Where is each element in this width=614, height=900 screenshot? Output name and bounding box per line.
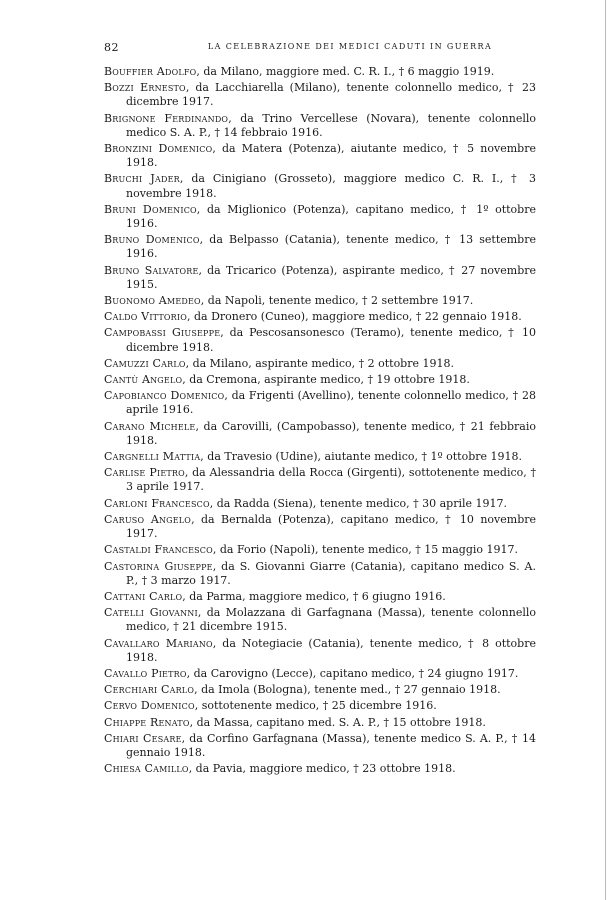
list-item (104, 590, 536, 604)
list-item (104, 326, 536, 354)
entry-text: , da Tricarico (Potenza), aspirante medico, † 27 novembre 1915. (126, 263, 537, 291)
entry-text: , da Massa, capitano med. S. A. P., † 15 ottobre 1918. (189, 715, 486, 729)
entry-name: Bruno Domenico (104, 233, 200, 247)
entry-name: Carano Michele (104, 419, 196, 433)
list-item (104, 716, 536, 730)
entry-name: Chiari Cesare (104, 731, 182, 745)
list-item (104, 543, 536, 557)
entry-name: Cavallaro Mariano (104, 636, 213, 650)
list-item (104, 420, 536, 448)
list-item (104, 497, 536, 511)
entry-list (104, 65, 536, 778)
entry-name: Bruni Domenico (104, 202, 197, 216)
list-item (104, 667, 536, 681)
entry-name: Cantù Angelo (104, 373, 183, 387)
entry-text: , sottotenente medico, † 25 dicembre 1916. (194, 699, 437, 713)
entry-text: , da Bernalda (Potenza), capitano medico, † 10 novembre 1917. (126, 512, 537, 541)
entry-name: Bruno Salvatore (104, 263, 199, 277)
entry-name: Bouffier Adolfo (104, 65, 197, 78)
list-item (104, 81, 536, 109)
list-item (104, 389, 536, 417)
entry-text: , da Milano, maggiore med. C. R. I., † 6 maggio 1919. (196, 65, 495, 78)
entry-name: Cervo Domenico (104, 699, 195, 713)
list-item (104, 310, 536, 324)
entry-text: , da Forio (Napoli), tenente medico, † 15 maggio 1917. (212, 543, 518, 557)
entry-text: , da Pavia, maggiore medico, † 23 ottobre 1918. (188, 762, 456, 776)
entry-text: , da Napoli, tenente medico, † 2 settembre 1917. (200, 294, 474, 308)
entry-name: Caruso Angelo (104, 512, 192, 526)
list-item (104, 450, 536, 464)
list-item (104, 513, 536, 541)
list-item (104, 172, 536, 200)
entry-text: , da S. Giovanni Giarre (Catania), capitano medico S. A. P., † 3 marzo 1917. (126, 559, 536, 587)
entry-text: , da Molazzana di Garfagnana (Massa), tenente colonnello medico, † 21 dicembre 1915. (126, 606, 537, 634)
entry-text: , da Radda (Siena), tenente medico, † 30 aprile 1917. (209, 496, 507, 510)
list-item (104, 357, 536, 371)
list-item (104, 560, 536, 588)
list-item (104, 606, 536, 634)
entry-name: Bruchi Jader (104, 172, 180, 186)
entry-name: Chiappe Renato (104, 715, 190, 729)
entry-name: Camuzzi Carlo (104, 356, 186, 370)
entry-name: Cattani Carlo (104, 589, 183, 603)
entry-text: , da Frigenti (Avellino), tenente colonnello medico, † 28 aprile 1916. (126, 389, 536, 417)
entry-text: , da Cinigiano (Grosseto), maggiore medico C. R. I., † 3 novembre 1918. (126, 172, 537, 200)
entry-text: , da Trino Vercellese (Novara), tenente colonnello medico S. A. P., † 14 febbraio 1916. (126, 111, 536, 139)
entry-name: Cavallo Pietro (104, 666, 187, 680)
list-item (104, 637, 536, 665)
entry-name: Castorina Giuseppe (104, 559, 213, 573)
entry-name: Carloni Francesco (104, 496, 210, 510)
entry-text: , da Carovigno (Lecce), capitano medico, † 24 giugno 1917. (186, 666, 519, 680)
list-item (104, 112, 536, 140)
entry-name: Campobassi Giuseppe (104, 326, 221, 340)
list-item (104, 294, 536, 308)
entry-text: , da Miglionico (Potenza), capitano medico, † 1º ottobre 1916. (126, 202, 536, 231)
entry-name: Brignone Ferdinando (104, 111, 229, 125)
entry-name: Catelli Giovanni (104, 606, 198, 620)
entry-text: , da Milano, aspirante medico, † 2 ottobre 1918. (185, 356, 454, 370)
list-item (104, 233, 536, 261)
list-item (104, 203, 536, 231)
entry-text: , da Pescosansonesco (Teramo), tenente medico, † 10 dicembre 1918. (126, 326, 536, 354)
entry-name: Cerchiari Carlo (104, 683, 195, 697)
entry-name: Cargnelli Mattia (104, 450, 201, 464)
entry-name: Bozzi Ernesto (104, 81, 186, 95)
page-number: 82 (104, 41, 119, 54)
list-item (104, 264, 536, 292)
list-item (104, 65, 536, 79)
entry-text: , da Travesio (Udine), aiutante medico, † 1º ottobre 1918. (200, 450, 523, 464)
list-item (104, 142, 536, 170)
entry-text: , da Parma, maggiore medico, † 6 giugno 1916. (182, 589, 446, 603)
entry-text: , da Cremona, aspirante medico, † 19 ottobre 1918. (182, 373, 470, 387)
entry-name: Bronzini Domenico (104, 142, 213, 156)
list-item (104, 762, 536, 776)
entry-name: Castaldi Francesco (104, 543, 213, 557)
running-title: LA CELEBRAZIONE DEI MEDICI CADUTI IN GUERRA (207, 42, 493, 51)
list-item (104, 699, 536, 713)
entry-text: , da Notegiacie (Catania), tenente medico, † 8 ottobre 1918. (126, 636, 536, 664)
list-item (104, 466, 536, 494)
entry-text: , da Lacchiarella (Milano), tenente colonnello medico, † 23 dicembre 1917. (126, 81, 536, 109)
entry-text: , da Imola (Bologna), tenente med., † 27 gennaio 1918. (194, 683, 501, 697)
list-item (104, 373, 536, 387)
entry-text: , da Dronero (Cuneo), maggiore medico, † 22 gennaio 1918. (187, 310, 522, 324)
entry-text: , da Corfino Garfagnana (Massa), tenente medico S. A. P., † 14 gennaio 1918. (126, 731, 536, 759)
entry-text: , da Matera (Potenza), aiutante medico, † 5 novembre 1918. (126, 142, 536, 170)
entry-name: Carlise Pietro (104, 466, 185, 480)
entry-text: , da Alessandria della Rocca (Girgenti), sottotenente medico, † 3 aprile 1917. (126, 466, 536, 494)
page-header (104, 41, 536, 55)
entry-name: Capobianco Domenico (104, 389, 225, 403)
entry-text: , da Carovilli, (Campobasso), tenente medico, † 21 febbraio 1918. (126, 419, 536, 447)
page-edge-line (605, 0, 606, 900)
list-item (104, 683, 536, 697)
entry-name: Buonomo Amedeo (104, 294, 201, 308)
entry-name: Chiesa Camillo (104, 762, 189, 776)
entry-text: , da Belpasso (Catania), tenente medico, † 13 settembre 1916. (126, 233, 536, 261)
entry-name: Caldo Vittorio (104, 310, 188, 324)
list-item (104, 732, 536, 760)
